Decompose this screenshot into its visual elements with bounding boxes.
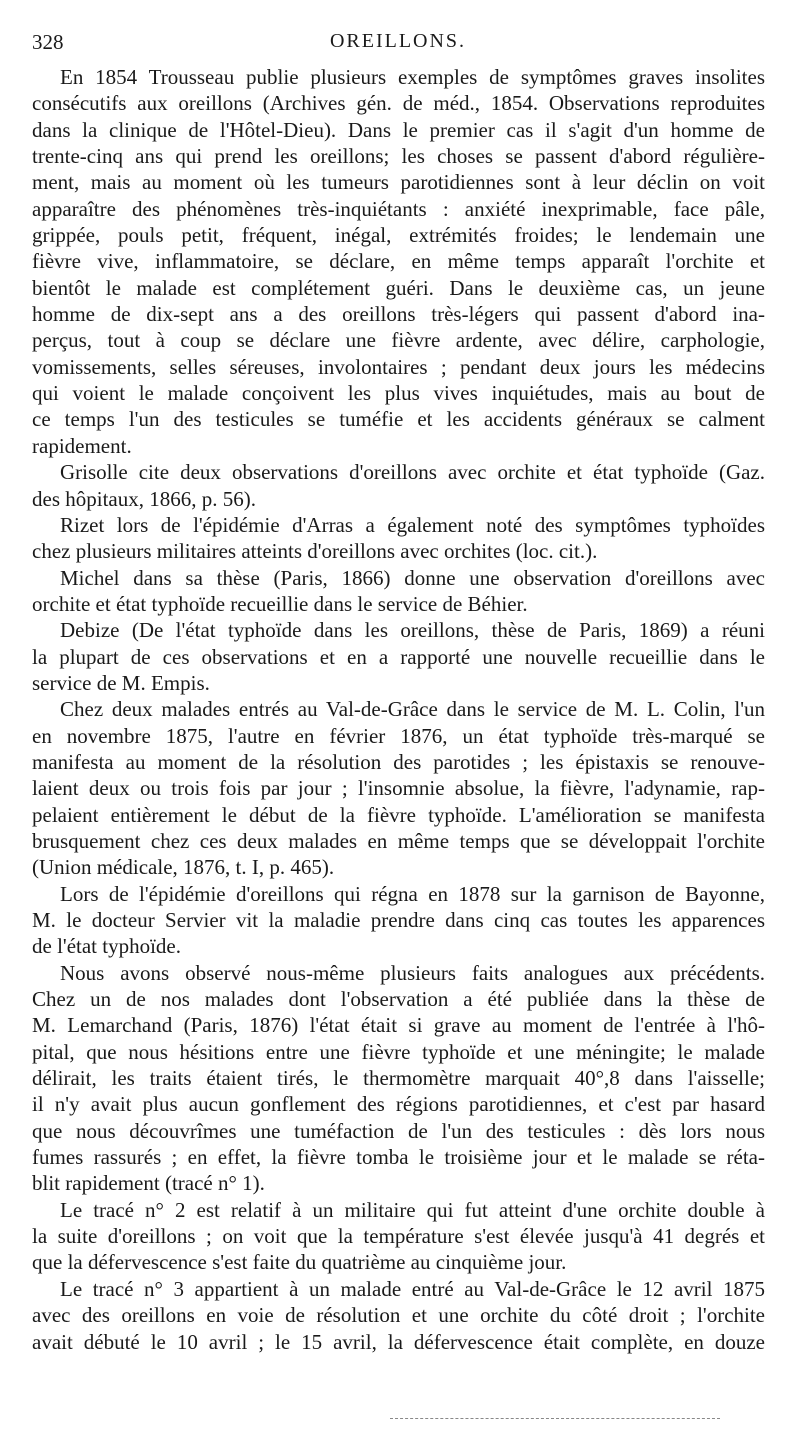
text-line: chez plusieurs militaires atteints d'oreillons avec orchites (loc. cit.). bbox=[32, 539, 598, 564]
text-line: Michel dans sa thèse (Paris, 1866) donne une observation d'oreillons avec bbox=[60, 565, 765, 590]
text-line: Nous avons observé nous-même plusieurs faits analogues aux précédents. bbox=[60, 960, 765, 985]
text-line: pital, que nous hésitions entre une fièvre typhoïde et une méningite; le malade bbox=[32, 1039, 765, 1064]
text-line: la plupart de ces observations et en a rapporté une nouvelle recueillie dans le bbox=[32, 644, 765, 669]
text-line: que la défervescence s'est faite du quatrième au cinquième jour. bbox=[32, 1250, 567, 1275]
text-line: Grisolle cite deux observations d'oreillons avec orchite et état typhoïde (Gaz. bbox=[60, 460, 765, 485]
text-line: la suite d'oreillons ; on voit que la température s'est élevée jusqu'à 41 degrés et bbox=[32, 1224, 765, 1249]
text-line: grippée, pouls petit, fréquent, inégal, extrémités froides; le lendemain une bbox=[32, 223, 765, 248]
text-line: manifesta au moment de la résolution des parotides ; les épistaxis se renouve- bbox=[32, 749, 765, 774]
text-line: bientôt le malade est complétement guéri. Dans le deuxième cas, un jeune bbox=[32, 275, 765, 300]
text-line: M. Lemarchand (Paris, 1876) l'état était si grave au moment de l'entrée à l'hô- bbox=[32, 1013, 765, 1038]
body-text bbox=[32, 64, 765, 1355]
text-line: avec des oreillons en voie de résolution et une orchite du côté droit ; l'orchite bbox=[32, 1303, 765, 1328]
text-line: M. le docteur Servier vit la maladie prendre dans cinq cas toutes les apparences bbox=[32, 908, 765, 932]
page-header bbox=[32, 30, 764, 60]
text-line: Le tracé n° 2 est relatif à un militaire qui fut atteint d'une orchite double à bbox=[60, 1197, 765, 1222]
text-line: Debize (De l'état typhoïde dans les oreillons, thèse de Paris, 1869) a réuni bbox=[60, 618, 765, 643]
text-line: il n'y avait plus aucun gonflement des régions parotidiennes, et c'est par hasard bbox=[32, 1092, 765, 1117]
text-line: Rizet lors de l'épidémie d'Arras a également noté des symptômes typhoïdes bbox=[60, 512, 765, 537]
footer-rule bbox=[390, 1418, 720, 1420]
text-line: Lors de l'épidémie d'oreillons qui régna en 1878 sur la garnison de Bayonne, bbox=[60, 881, 765, 906]
text-line: délirait, les traits étaient tirés, le thermomètre marquait 40°,8 dans l'aisselle; bbox=[32, 1066, 765, 1091]
text-line: des hôpitaux, 1866, p. 56). bbox=[32, 486, 256, 511]
text-line: apparaître des phénomènes très-inquiétants : anxiété inexprimable, face pâle, bbox=[32, 196, 765, 221]
text-line: vomissements, selles séreuses, involontaires ; pendant deux jours les médecins bbox=[32, 354, 765, 379]
text-line: consécutifs aux oreillons (Archives gén. de méd., 1854. Observations reproduites bbox=[32, 91, 765, 116]
text-line: homme de dix-sept ans a des oreillons très-légers qui passent d'abord ina- bbox=[32, 302, 765, 327]
text-line: brusquement chez ces deux malades en même temps que se développait l'orchite bbox=[32, 828, 765, 853]
text-line: En 1854 Trousseau publie plusieurs exemples de symptômes graves insolites bbox=[60, 65, 765, 89]
text-line: rapidement. bbox=[32, 433, 132, 458]
page-number: 328 bbox=[32, 30, 64, 54]
text-line: perçus, tout à coup se déclare une fièvre ardente, avec délire, carphologie, bbox=[32, 328, 765, 353]
text-line: en novembre 1875, l'autre en février 1876, un état typhoïde très-marqué se bbox=[32, 723, 765, 748]
text-line: laient deux ou trois fois par jour ; l'insomnie absolue, la fièvre, l'adynamie, rap- bbox=[32, 776, 765, 801]
text-line: Le tracé n° 3 appartient à un malade entré au Val-de-Grâce le 12 avril 1875 bbox=[60, 1276, 765, 1301]
text-line: qui voient le malade conçoivent les plus vives inquiétudes, mais au bout de bbox=[32, 381, 765, 406]
text-line: (Union médicale, 1876, t. I, p. 465). bbox=[32, 855, 335, 880]
text-line: avait débuté le 10 avril ; le 15 avril, la défervescence était complète, en douze bbox=[32, 1329, 765, 1354]
text-line: que nous découvrîmes une tuméfaction de l'un des testicules : dès lors nous bbox=[32, 1118, 765, 1143]
text-line: ce temps l'un des testicules se tuméfie et les accidents généraux se calment bbox=[32, 407, 765, 432]
text-line: Chez un de nos malades dont l'observation a été publiée dans la thèse de bbox=[32, 987, 765, 1012]
text-line: fièvre vive, inflammatoire, se déclare, en même temps apparaît l'orchite et bbox=[32, 249, 765, 274]
text-line: dans la clinique de l'Hôtel-Dieu). Dans le premier cas il s'agit d'un homme de bbox=[32, 117, 765, 142]
text-line: de l'état typhoïde. bbox=[32, 934, 181, 959]
text-line: trente-cinq ans qui prend les oreillons; les choses se passent d'abord régulière- bbox=[32, 144, 765, 169]
text-line: orchite et état typhoïde recueillie dans le service de Béhier. bbox=[32, 591, 528, 616]
text-line: service de M. Empis. bbox=[32, 670, 210, 695]
text-line: blit rapidement (tracé n° 1). bbox=[32, 1171, 265, 1196]
text-line: pelaient entièrement le début de la fièvre typhoïde. L'amélioration se manifesta bbox=[32, 802, 765, 827]
running-title: OREILLONS. bbox=[329, 30, 467, 52]
text-line: fumes rassurés ; en effet, la fièvre tomba le troisième jour et le malade se réta- bbox=[32, 1145, 765, 1170]
text-line: Chez deux malades entrés au Val-de-Grâce dans le service de M. L. Colin, l'un bbox=[60, 697, 765, 722]
text-line: ment, mais au moment où les tumeurs parotidiennes sont à leur déclin on voit bbox=[32, 170, 765, 195]
